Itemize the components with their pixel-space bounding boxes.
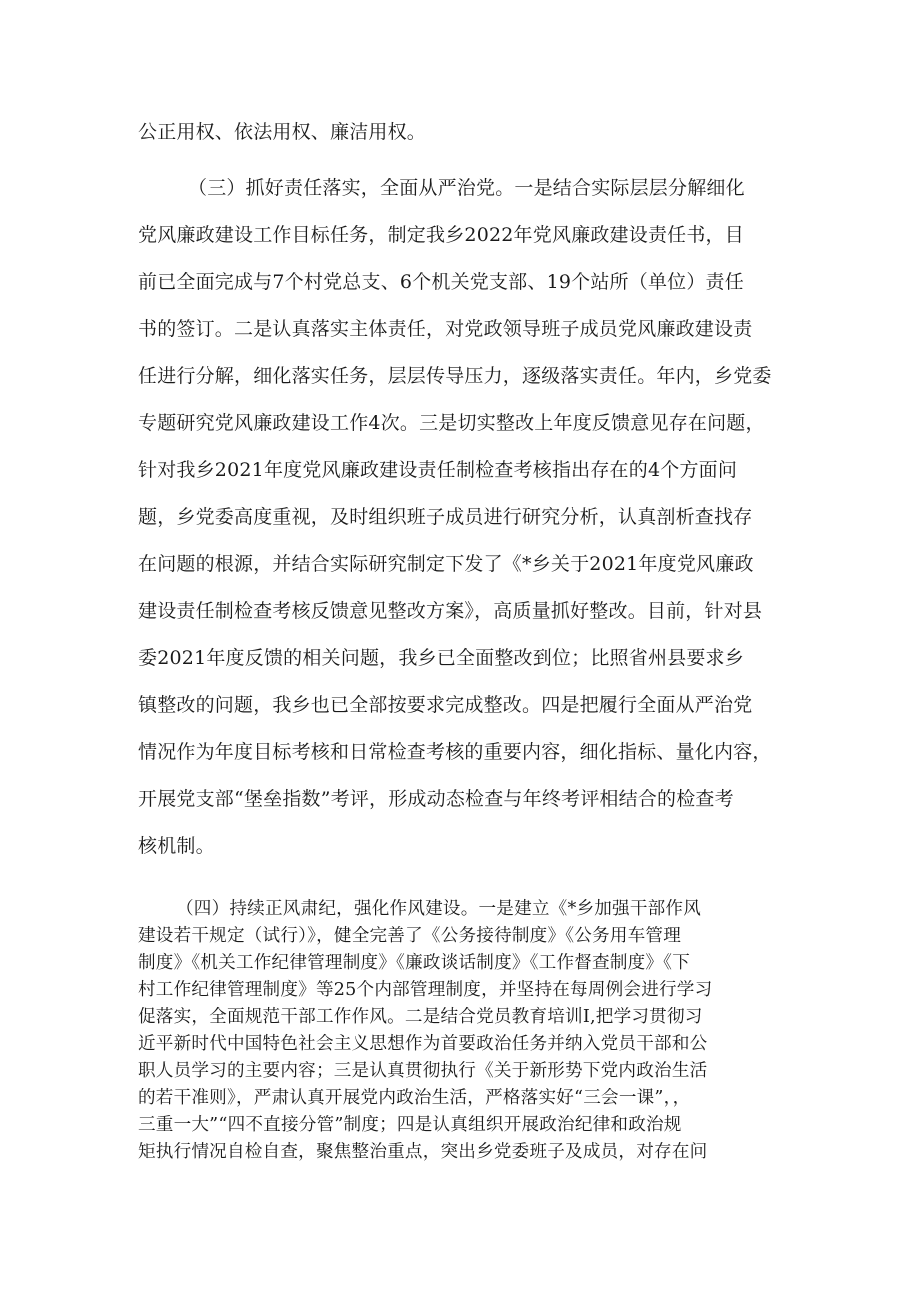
text-line: 在问题的根源，并结合实际研究制定下发了《*乡关于2021年度党风廉政 (138, 553, 754, 575)
text-line: 书的签订。二是认真落实主体责任，对党政领导班子成员党风廉政建设责 (138, 318, 753, 340)
text-line: 前已全面完成与7个村党总支、6个机关党支部、19个站所（单位）责任 (138, 271, 744, 293)
text-line: 开展党支部“堡垒指数”考评，形成动态检查与年终考评相结合的检查考 (138, 788, 734, 810)
paragraph-four-heading-line: （四）持续正风肃纪，强化作风建设。一是建立《*乡加强干部作风 (176, 899, 702, 919)
text-line: 针对我乡2021年度党风廉政建设责任制检查考核指出存在的4个方面问 (138, 459, 738, 481)
text-line: 题，乡党委高度重视，及时组织班子成员进行研究分析，认真剖析查找存 (138, 506, 753, 528)
text-line: 职人员学习的主要内容；三是认真贯彻执行《关于新形势下党内政治生活 (138, 1061, 708, 1081)
text-line: 核机制。 (138, 835, 215, 857)
paragraph-three-heading-line: （三）抓好责任落实，全面从严治党。一是结合实际层层分解细化 (188, 177, 745, 199)
text-line: 党风廉政建设工作目标任务，制定我乡2022年党风廉政建设责任书，目 (138, 224, 744, 246)
text-line: 委2021年度反馈的相关问题，我乡已全面整改到位；比照省州县要求乡 (138, 647, 744, 669)
text-line: 镇整改的问题，我乡也已全部按要求完成整改。四是把履行全面从严治党 (138, 694, 753, 716)
text-line: 制度》《机关工作纪律管理制度》《廉政谈话制度》《工作督查制度》《下 (138, 953, 690, 973)
text-line: 近平新时代中国特色社会主义思想作为首要政治任务并纳入党员干部和公 (138, 1034, 708, 1054)
text-line: 建设责任制检查考核反馈意见整改方案》，高质量抓好整改。目前，针对县 (138, 600, 763, 622)
text-line: 促落实，全面规范干部工作作风。二是结合党员教育培训I,把学习贯彻习 (138, 1007, 703, 1027)
text-line: 三重一大”“四不直接分管”制度；四是认真组织开展政治纪律和政治规 (138, 1115, 682, 1135)
text-line: 的若干准则》，严肃认真开展党内政治生活，严格落实好“三会一课”，， (138, 1088, 691, 1108)
text-line: 建设若干规定（试行）》，健全完善了《公务接待制度》《公务用车管理 (138, 926, 682, 946)
text-line: 情况作为年度目标考核和日常检查考核的重要内容，细化指标、量化内容， (138, 741, 772, 763)
text-line: 村工作纪律管理制度》等25个内部管理制度，并坚持在每周例会进行学习 (138, 980, 713, 1000)
text-line: 公正用权、依法用权、廉洁用权。 (138, 121, 427, 143)
text-line: 任进行分解，细化落实任务，层层传导压力，逐级落实责任。年内，乡党委 (138, 365, 772, 387)
text-line: 矩执行情况自检自查，聚焦整治重点，突出乡党委班子及成员，对存在问 (138, 1142, 708, 1162)
text-line: 专题研究党风廉政建设工作4次。三是切实整改上年度反馈意见存在问题， (138, 412, 765, 434)
